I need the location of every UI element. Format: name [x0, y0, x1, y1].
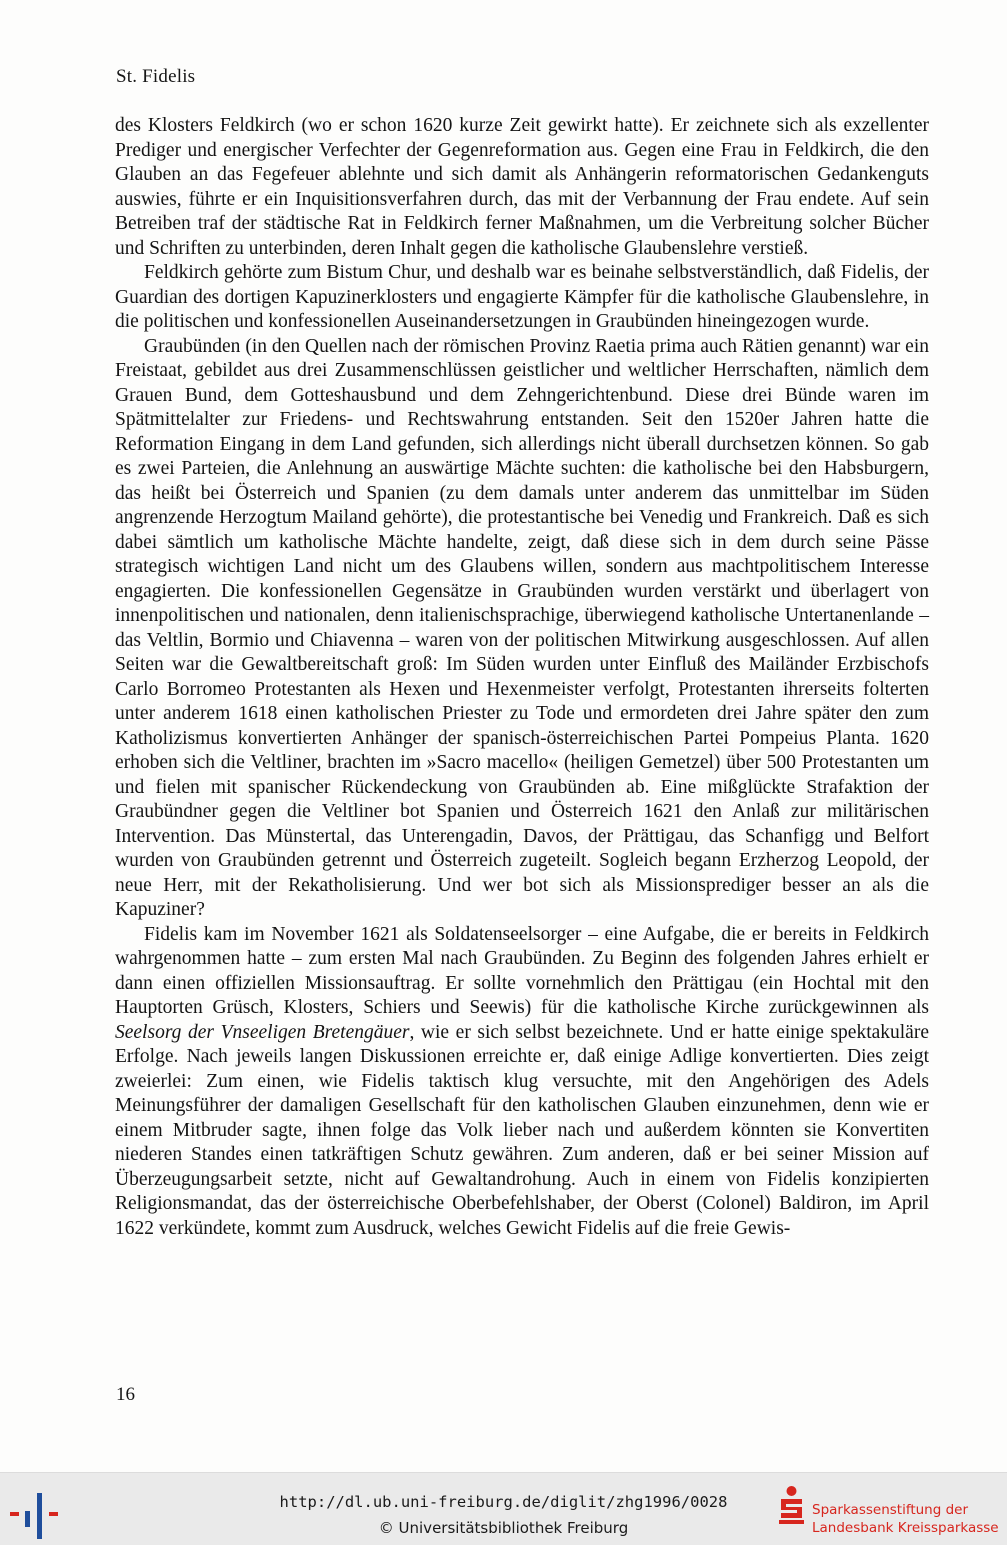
paragraph-3: Graubünden (in den Quellen nach der römischen Provinz Raetia prima auch Rätien genannt) war ein Freistaat, gebildet aus drei Zusammenschlüssen geistlicher und weltlicher Herrschaften, nämlich dem Grauen Bund, dem Gotteshausbund und dem Zehngerichtenbund. Diese drei Bünde waren im Spätmittelalter zur Friedens- und Rechtswahrung entstanden. Seit den 1520er Jahren hatte die Reformation Eingang in dem Land gefunden, sich allerdings nicht überall durchsetzen können. So gab es zwei Parteien, die Anlehnung an auswärtige Mächte suchten: die katholische bei den Habsburgern, das heißt bei Österreich und Spanien (zu dem damals unter anderem das unmittelbar im Süden angrenzende Herzogtum Mailand gehörte), die protestantische bei Venedig und Frankreich. Daß es sich dabei sämtlich um katholische Mächte handelte, zeigt, daß diese sich in dem durch seine Pässe strategisch wichtigen Land nicht um des Glaubens willen, sondern aus machtpolitischem Interesse engagierten. Die konfessionellen Gegensätze in Graubünden wurden verstärkt und überlagert von innenpolitischen und nationalen, denn italienischsprachige, überwiegend katholische Untertanenlande – das Veltlin, Bormio und Chiavenna – waren von der politischen Mitwirkung ausgeschlossen. Auf allen Seiten war die Gewaltbereitschaft groß: Im Süden wurden unter Einfluß des Mailänder Erzbischofs Carlo Borromeo Protestanten als Hexen und Hexenmeister verfolgt, Protestanten ihrerseits folterten unter anderem 1618 einen katholischen Priester zu Tode und ermordeten drei Jahre später den zum Katholizismus konvertierten Anhänger der spanisch-österreichischen Partei Pompeius Planta. 1620 erhoben sich die Veltliner, brachten im »Sacro macello« (heiligen Gemetzel) über 500 Protestanten um und fielen mit spanischer Rückendeckung von Graubünden ab. Eine mißglückte Strafaktion der Graubündner gegen die Veltliner bot Spanien und Österreich 1621 den Anlaß zur militärischen Intervention. Das Münstertal, das Unterengadin, Davos, der Prättigau, das Schanfigg und Belfort wurden von Graubünden getrennt und Österreich zugeteilt. Sogleich begann Erzherzog Leopold, der neue Herr, mit der Rekatholisierung. Und wer bot sich als Missionsprediger besser an als die Kapuziner?	[115, 335, 929, 920]
footer-bar	[0, 1472, 1007, 1545]
permalink-url[interactable]: http://dl.ub.uni-freiburg.de/diglit/zhg1996/0028	[279, 1493, 728, 1511]
sparkasse-logo-icon	[778, 1485, 805, 1525]
body-text	[115, 114, 929, 1241]
paragraph-4	[115, 923, 929, 1242]
paragraph-4-quote: Seelsorg der Vnseeligen Bretengäuer	[115, 1021, 410, 1043]
paragraph-4-text-a: Fidelis kam im November 1621 als Soldatenseelsorger – eine Aufgabe, die er bereits in Feldkirch wahrgenommen hatte – zum ersten Mal nach Graubünden. Zu Beginn des folgenden Jahres erhielt er dann einen offiziellen Missionsauftrag. Er sollte vornehmlich den Prättigau (ein Hochtal mit den Hauptorten Grüsch, Klosters, Schiers und Seewis) für die katholische Kirche zurückgewinnen als	[115, 923, 929, 1018]
page-number: 16	[116, 1384, 135, 1405]
copyright-notice: © Universitätsbibliothek Freiburg	[378, 1519, 629, 1537]
sponsor-line-1: Sparkassenstiftung der	[812, 1502, 969, 1518]
paragraph-1: des Klosters Feldkirch (wo er schon 1620 kurze Zeit gewirkt hatte). Er zeichnete sich als exzellenter Prediger und energischer Verfechter der Gegenreformation aus. Gegen eine Frau in Feldkirch, die den Glauben an das Fegefeuer ablehnte und sich damit als Anhängerin reformatorischen Gedankenguts auswies, führte er ein Inquisitionsverfahren durch, das mit der Verbannung der Frau endete. Auf sein Betreiben traf der städtische Rat in Feldkirch ferner Maßnahmen, um die Verbreitung solcher Bücher und Schriften zu unterbinden, deren Inhalt gegen die katholische Glaubenslehre verstieß.	[115, 115, 929, 259]
sponsor-line-2: Landesbank Kreissparkasse	[812, 1520, 999, 1536]
sponsor-block[interactable]	[778, 1484, 1003, 1534]
running-head: St. Fidelis	[116, 66, 196, 87]
paragraph-2: Feldkirch gehörte zum Bistum Chur, und deshalb war es beinahe selbstverständlich, daß Fidelis, der Guardian des dortigen Kapuzinerklosters und engagierte Kämpfer für die katholische Glaubenslehre, in die politischen und konfessionellen Auseinandersetzungen in Graubünden hineingezogen wurde.	[115, 262, 929, 332]
sponsor-text	[812, 1501, 999, 1537]
paragraph-4-text-b: , wie er sich selbst bezeichnete. Und er hatte einige spektakuläre Erfolge. Nach jeweils langen Diskussionen erreichte er, daß einige Adlige konvertierten. Dies zeigt zweierlei: Zum einen, wie Fidelis taktisch klug versuchte, mit den Angehörigen des Adels Meinungsführer der damaligen Gesellschaft für den katholischen Glauben einzunehmen, denn wie er einem Mitbruder sagte, ihnen folge das Volk lieber nach und außerdem könnten sie Konvertiten niederen Standes einen tatkräftigen Schutz gewähren. Zum anderen, daß er bei seiner Mission auf Überzeugungsarbeit setzte, nicht auf Gewaltandrohung. Auch in einem von Fidelis konzipierten Religionsmandat, das der österreichische Oberbefehlshaber, der Oberst (Colonel) Baldiron, im April 1622 verkündete, kommt zum Ausdruck, welches Gewicht Fidelis auf die freie Gewis-	[115, 1021, 929, 1239]
